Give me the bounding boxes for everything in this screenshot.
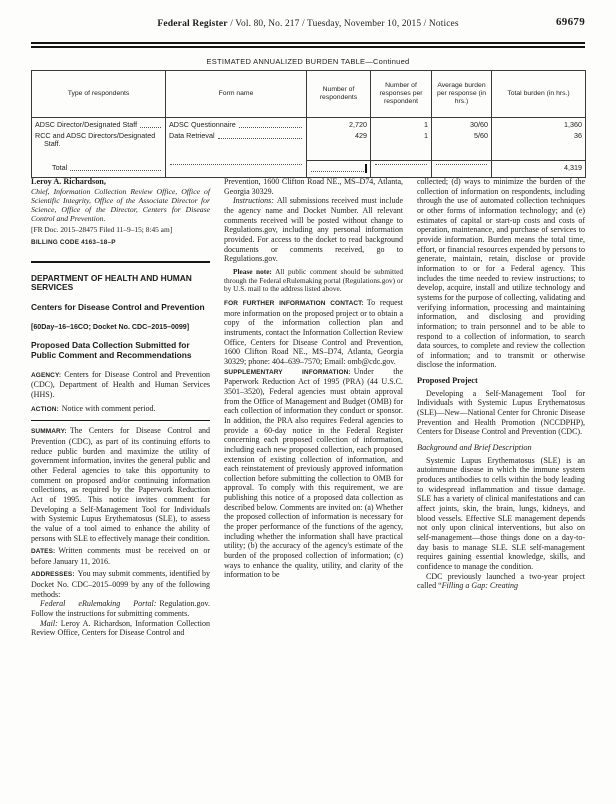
closing-text: CDC previously launched a two-year project called “: [417, 571, 585, 591]
addresses-paragraph: [31, 569, 210, 599]
billing-code: BILLING CODE 4163–18–P: [31, 239, 116, 247]
background-heading: Background and Brief Description: [417, 443, 532, 453]
mail-text: Leroy A. Richardson, Information Collection Review Office, Centers for Disease Control and: [31, 618, 210, 638]
action-text: Notice with comment period.: [61, 403, 156, 413]
supplementary-info-paragraph: [224, 367, 403, 580]
running-head: [0, 18, 616, 29]
col-header-responses: Number of responses per respondent: [371, 71, 432, 118]
dot-leader: [239, 127, 302, 128]
further-info-paragraph: [224, 298, 403, 367]
column-left: [31, 177, 210, 638]
portal-text: Regulation.gov. Follow the instructions for submitting comments.: [31, 599, 210, 619]
instructions-paragraph: [224, 196, 403, 264]
closing-paragraph: [417, 572, 585, 591]
form-name: ADSC Questionnaire: [169, 119, 236, 129]
grand-total: 4,319: [492, 161, 586, 178]
agency-paragraph: [31, 370, 210, 400]
dot-leader: [311, 171, 364, 172]
dates-paragraph: [31, 546, 210, 566]
address-continuation: Prevention, 1600 Clifton Road NE., MS–D74, Atlanta, Georgia 30329.: [224, 177, 403, 196]
addresses-text: You may submit comments, identified by Docket No. CDC–2015–0099 by any of the following methods:: [31, 569, 210, 599]
proposed-project-heading: Proposed Project: [417, 376, 478, 386]
dates-label: DATES:: [31, 548, 56, 556]
num-respondents: 2,720: [307, 118, 371, 130]
col-header-type: Type of respondents: [32, 71, 166, 118]
dot-leader: [436, 164, 487, 165]
note-lead: Please note:: [233, 266, 272, 276]
background-text: Systemic Lupus Erythematosus (SLE) is an autoimmune disease in which the immune system produces antibodies to cells within the body leading to widespread inflammation and tissue damage. SLE has a variety of clinical manifestations and can affect joints, skin, the brain, lungs, kidneys, and blood vessels. Effective SLE management depends not only upon clinical interventions, but also on self-management—those things done on a day-to-day basis to manage SLE. SLE self-management requires gaining essential knowledge, skills, and confidence to manage the condition.: [417, 455, 585, 571]
journal-name: Federal Register: [157, 18, 228, 29]
signature-name: Leroy A. Richardson,: [31, 177, 106, 186]
avg-burden: 5/60: [432, 129, 492, 149]
table-row: [32, 118, 586, 130]
total-burden: 1,360: [492, 118, 586, 130]
closing-italic-title: Filling a Gap: Creating: [441, 581, 519, 591]
col-header-respondents: Number of respondents: [307, 71, 371, 118]
further-info-text: To request more information on the proposed project or to obtain a copy of the information collection plan and instruments, contact the Information Collection Review Office, Centers for Disease Control and Prevention, 1600 Clifton Road NE., MS–D74, Atlanta, Georgia 30329; phone: 404–639–7570; Email: omb@cdc.gov.: [224, 298, 403, 366]
table-title: ESTIMATED ANNUALIZED BURDEN TABLE—Continued: [206, 57, 410, 66]
section-divider: [31, 420, 210, 421]
column-right: [417, 177, 585, 591]
mail-paragraph: [31, 619, 210, 638]
fr-doc-line: [FR Doc. 2015–28475 Filed 11–9–15; 8:45 am]: [31, 224, 173, 234]
dot-leader: [140, 127, 161, 128]
supplementary-info-text: Under the Paperwork Reduction Act of 1995 (PRA) (44 U.S.C. 3501–3520), Federal agencies must obtain approval from the Office of Management and Budget (OMB) for each collection of information they conduct or sponsor. In addition, the PRA also requires Federal agencies to provide a 60-day notice in the Federal Register concerning each proposed collection of information, including each new proposed collection, each proposed extension of existing collection of information, and each reinstatement of previously approved information collection before submitting the collection to OMB for approval. To comply with this requirement, we are publishing this notice of a proposed data collection as described below. Comments are invited on: (a) Whether the proposed collection of information is necessary for the proper performance of the functions of the agency, including whether the information shall have practical utility; (b) the accuracy of the agency's estimate of the burden of the proposed collection of information; (c) ways to enhance the quality, utility, and clarity of the information to be: [224, 366, 404, 580]
summary-paragraph: [31, 426, 210, 543]
col-header-avg-burden: Average burden per response (in hrs.): [432, 71, 492, 118]
column-middle: [224, 177, 403, 580]
num-responses: 1: [371, 129, 432, 149]
supplementary-info-label: SUPPLEMENTARY INFORMATION:: [224, 368, 351, 376]
mail-lead: Mail:: [40, 618, 58, 628]
text-cursor: [365, 164, 367, 173]
num-respondents: 429: [307, 129, 371, 149]
agency-heading: Centers for Disease Control and Prevention: [31, 301, 205, 312]
notice-title: Proposed Data Collection Submitted for Public Comment and Recommendations: [31, 340, 192, 360]
table-row: [32, 129, 586, 149]
avg-burden: 30/60: [432, 118, 492, 130]
respondent-type: ADSC Director/Designated Staff: [35, 119, 138, 129]
summary-label: SUMMARY:: [31, 428, 67, 436]
docket-number: [60Day–16–16CO; Docket No. CDC–2015–0099]: [31, 322, 190, 331]
further-info-label: FOR FURTHER INFORMATION CONTACT:: [224, 300, 364, 308]
addresses-label: ADDRESSES:: [31, 571, 75, 579]
header-double-rule: [31, 42, 585, 48]
burden-table: [31, 70, 586, 178]
supplementary-continuation: collected; (d) ways to minimize the burden of the collection of information on respondents, including through the use of automated collection techniques or other forms of information technology; and (e) estimates of capital or start-up costs and costs of operation, maintenance, and purchase of services to provide information. Burden means the total time, effort, or financial resources expended by persons to generate, maintain, retain, disclose or provide information to or for a Federal agency. This includes the time needed to review instructions; to develop, acquire, install and utilize technology and systems for the purpose of collecting, validating and verifying information, processing and maintaining information, and disclosing and providing information; to train personnel and to be able to respond to a collection of information, to search data sources, to complete and review the collection of information; and to transmit or otherwise disclose the information.: [417, 177, 585, 370]
dot-leader: [218, 138, 302, 139]
please-note-paragraph: [224, 268, 403, 294]
action-paragraph: [31, 404, 210, 415]
agency-text: Centers for Disease Control and Prevention (CDC), Department of Health and Human Services (HHS).: [31, 369, 210, 399]
section-divider: [31, 261, 210, 263]
respondent-type: RCC and ADSC Directors/Designated Staff.: [35, 130, 156, 149]
col-header-form: Form name: [166, 71, 307, 118]
proposed-project-text: Developing a Self-Management Tool for Individuals with Systemic Lupus Erythematosus (SLE)—New—National Center for Chronic Disease Prevention and Health Promotion (NCCDPHP), Centers for Disease Control and Prevention (CDC).: [417, 388, 585, 437]
table-header-row: [32, 71, 586, 118]
department-heading: DEPARTMENT OF HEALTH AND HUMAN SERVICES: [31, 272, 192, 293]
dot-leader: [375, 164, 427, 165]
page-number: 69679: [556, 16, 585, 28]
num-responses: 1: [371, 118, 432, 130]
total-burden: 36: [492, 129, 586, 149]
signature-title: Chief, Information Collection Review Office, Office of Scientific Integrity, Office of the Associate Director for Science, Office of the Director, Centers for Disease Control and Prevention.: [31, 186, 210, 223]
action-label: ACTION:: [31, 405, 59, 413]
summary-text: The Centers for Disease Control and Prevention (CDC), as part of its continuing efforts to reduce public burden and maximize the utility of government information, invites the general public and other Federal agencies to take this opportunity to comment on proposed and/or continuing information collections, as required by the Paperwork Reduction Act of 1995. This notice invites comment for Developing a Self-Management Tool for Individuals with Systemic Lupus Erythematosus (SLE), to assess the value of a tool aimed to enhance the ability of persons with SLE to effectively manage their condition.: [31, 426, 210, 543]
col-header-total-burden: Total burden (in hrs.): [492, 71, 586, 118]
agency-label: AGENCY:: [31, 371, 62, 379]
note-text: All public comment should be submitted through the Federal eRulemaking portal (Regulations.gov) or by U.S. mail to the address listed above.: [224, 266, 403, 294]
instructions-text: All submissions received must include the agency name and Docket Number. All relevant comments received will be posted without change to Regulations.gov, including any personal information provided. For access to the docket to read background documents or comments received, go to Regulations.gov.: [224, 196, 403, 264]
dot-leader: [170, 164, 302, 165]
dot-leader: [70, 170, 161, 171]
issue-info: / Vol. 80, No. 217 / Tuesday, November 10, 2015 / Notices: [227, 19, 459, 29]
table-spacer-row: [32, 149, 586, 161]
dates-text: Written comments must be received on or before January 11, 2016.: [31, 546, 210, 566]
portal-lead: Federal eRulemaking Portal:: [40, 599, 157, 609]
portal-paragraph: [31, 599, 210, 618]
instructions-lead: Instructions:: [233, 196, 274, 206]
form-name: Data Retrieval: [169, 130, 215, 140]
total-label: Total: [52, 162, 68, 172]
table-total-row: [32, 161, 586, 178]
